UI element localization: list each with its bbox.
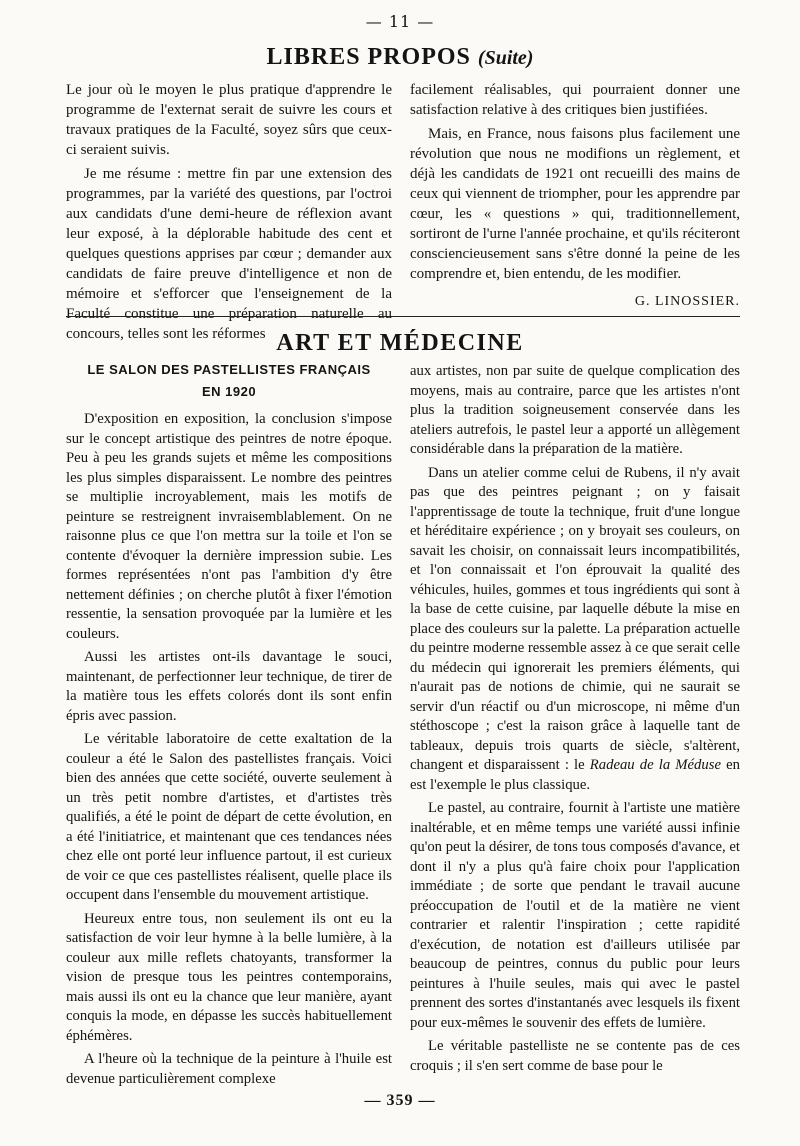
page-number: — 359 — [364,1092,436,1109]
art-medecine-left-column [66,410,392,1094]
section-title-art-medecine: ART ET MÉDECINE [276,330,524,356]
author-signature: G. LINOSSIER. [634,294,740,309]
page-folio: — 11 — [365,12,435,31]
artwork-title: Radeau de la Méduse [589,757,721,773]
paragraph-text: Dans un atelier comme celui de Rubens, il n'y avait pas que des peintres peignant ; on y faisait l'apprentissage de toute la technique, fruit d'une longue et héréditaire expérience ; on y broyait ses couleurs, on savait les choisir, on connaissait leurs incompatibilités, et l'on connaissait et l'on éprouvait la qualité des véhicules, huiles, gommes et tous ingrédients qui sont à la base de cette cuisine, par laquelle débute la mise en place des couleurs sur la palette. La préparation actuelle du peintre moderne ressemble assez à ce que serait celle du médecin qui ignorerait les premiers éléments, qui n'aurait pas de notions de chimie, qui ne saurait se servir d'un réactif ou d'un microscope, ni même d'un stéthoscope ; c'est la raison grâce à laquelle tant de tableaux, depuis trois quarts de siècle, s'altèrent, changent et disparaissent : le [410,464,740,773]
paragraph: Je me résume : mettre fin par une extension des programmes, par la variété des questions, par l'octroi aux candidats d'une demi-heure de réflexion avant leur exposé, à la déplorable habitude des cent et quelques questions apprises par cœur ; demander aux candidats de faire preuve d'intelligence et non de mémoire et s'efforcer que l'enseignement de la Faculté constitue une préparation naturelle au concours, telles sont les réformes [66,166,392,342]
paragraph: aux artistes, non par suite de quelque complication des moyens, mais au contraire, parce que les artistes n'ont plus la tradition soigneusement conservée dans les ateliers autrefois, le pastel leur a apporté un allègement considérable dans la préparation de la matière. [410,363,740,457]
title-suite: (Suite) [477,47,534,69]
libres-propos-right-column [410,80,740,300]
paragraph [410,464,740,796]
paragraph: Aussi les artistes ont-ils davantage le souci, maintenant, de perfectionner leur technique, de tirer de la matière tous les effets colorés dont ils sont enfin épris avec passion. [66,649,392,724]
paragraph: D'exposition en exposition, la conclusion s'impose sur le concept artistique des peintres de notre époque. Peu à peu les grands sujets et même les compositions les plus simples disparaissent. Le nombre des peintres se multiplie incroyablement, mais les motifs de peinture se restreignent invraisemblablement. On ne raisonne plus ce que l'on mettra sur la toile et l'on se contente d'évoquer la dernière impression subie. Les formes représentées n'ont pas l'ambition d'y être nettement définies ; on cherche plutôt à fixer l'émotion ressentie, la sensation provoquée par la lumière et les couleurs. [66,411,392,642]
paragraph: Heureux entre tous, non seulement ils ont eu la satisfaction de voir leur hymne à la belle lumière, à la couleur aux mille reflets chatoyants, transformer la vision de presque tous les peintres contemporains, mais aussi ils ont eu la chance que leur manière, ayant conquis la mode, en dépasse les succès habituellement éphémères. [66,910,392,1044]
section-title-libres-propos [0,44,800,71]
paragraph: A l'heure où la technique de la peinture à l'huile est devenue particulièrement complexe [66,1051,392,1087]
paragraph-tail: en est l'exemple le plus classique. [410,757,740,793]
paragraph: Le pastel, au contraire, fournit à l'artiste une matière inaltérable, et en même temps une variété aussi infinie qu'on peut la désirer, de tons tous composés d'avance, et dont il n'y a plus qu'à faire choix pour l'application immédiate ; de sorte que pendant le travail aucune préoccupation de l'outil et de la matière ne vient contrarier et ralentir l'inspiration ; cette rapidité d'exécution, de notation est d'ailleurs utilisée par beaucoup de peintres, connus du public pour leurs peintures à l'huile seules, mais qui avec le pastel prennent des sortes d'instantanés avec lesquels ils fixent pour eux-mêmes le souvenir des effets de lumière. [410,800,740,1031]
article-subtitle-line1: LE SALON DES PASTELLISTES FRANÇAIS [87,362,371,377]
art-medecine-right-column [410,362,740,1094]
paragraph: Le véritable laboratoire de cette exaltation de la couleur a été le Salon des pastellistes français. Voici bien des années que cette société, ouverte seulement à un très petit nombre d'artistes, et d'artistes très qualifiés, a été le point de départ de cette évolution, en a été l'initiatrice, et maintenant que ces tendances nées chez elle ont porté leur influence partout, il est curieux de voir ce que ces pastellistes réalisent, quelle place ils occupent dans l'ensemble du mouvement artistique. [66,731,392,903]
title-text: LIBRES PROPOS [266,44,471,70]
paragraph: Le véritable pastelliste ne se contente pas de ces croquis ; il s'en sert comme de base pour le [410,1038,740,1074]
paragraph: facilement réalisables, qui pourraient donner une satisfaction relative à des critiques bien justifiées. [410,82,740,118]
article-subtitle-line2: EN 1920 [201,384,257,399]
paragraph: Mais, en France, nous faisons plus facilement une révolution que nous ne modifions un règlement, et déjà les candidats de 1921 ont recueilli des mains de ceux qui viennent de triompher, pour les apprendre par cœur, les « questions » qui, traditionnellement, sortiront de l'urne l'année prochaine, et qu'ils réciteront consciencieusement sans s'être donné la peine de les comprendre et, bien entendu, de les modifier. [410,126,740,282]
libres-propos-left-column [66,80,392,342]
section-divider [66,316,740,317]
paragraph: Le jour où le moyen le plus pratique d'apprendre le programme de l'externat serait de suivre les cours et travaux pratiques de la Faculté, soyez sûrs que ceux-ci seraient suivis. [66,82,392,158]
